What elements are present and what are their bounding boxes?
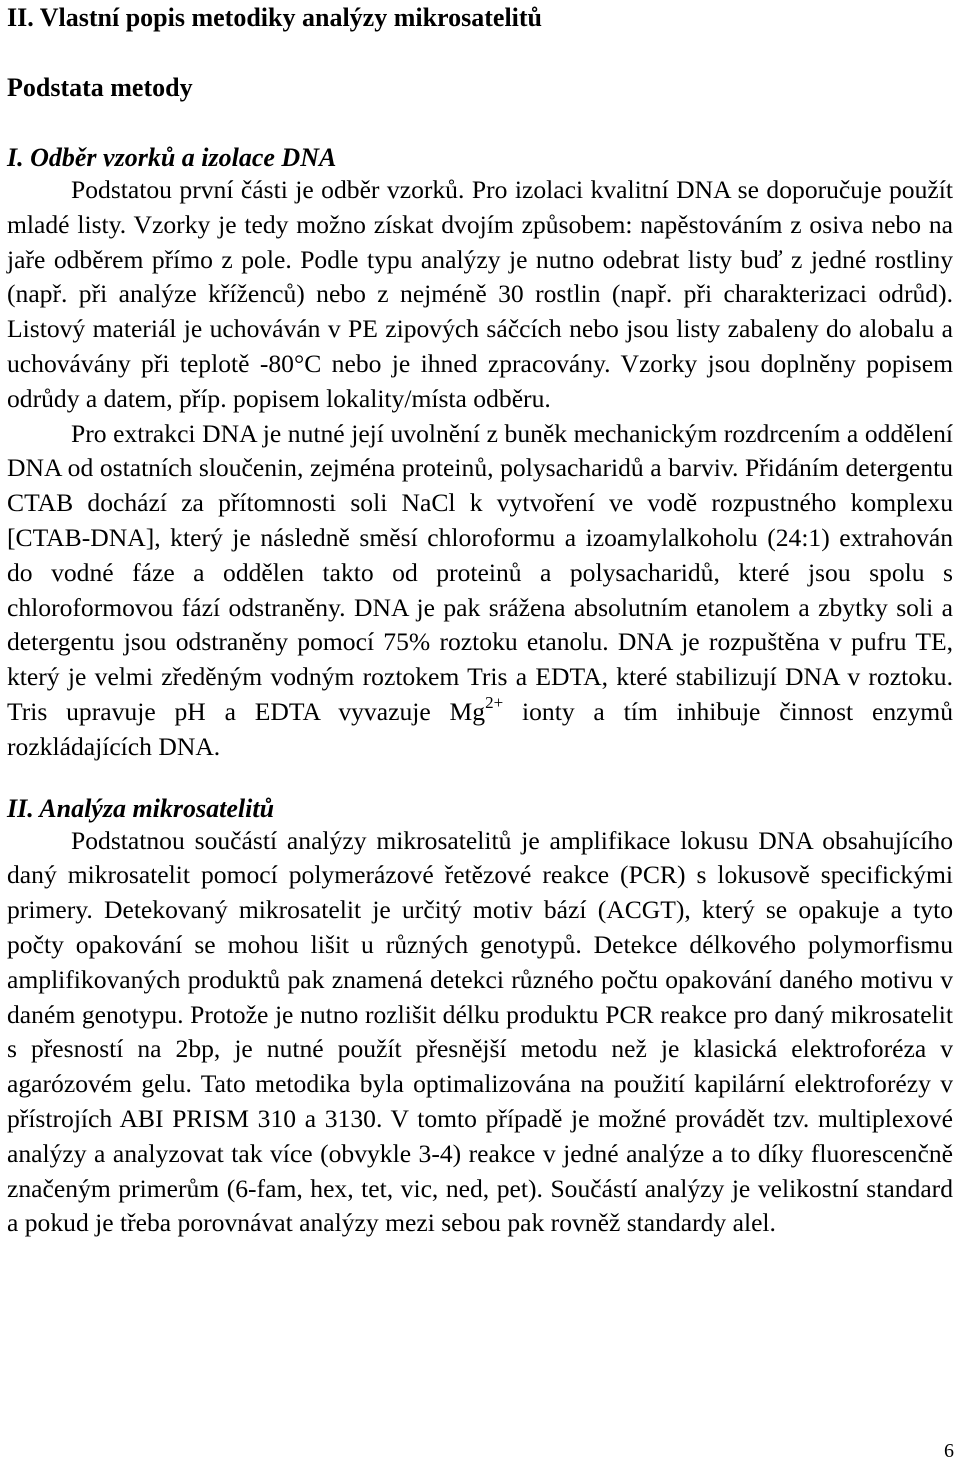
section-microsatellite-analysis	[7, 794, 953, 1242]
paragraph-2-text-end: ionty a tím inhibuje činnost enzymů rozkládajících DNA.	[7, 696, 953, 761]
section-sample-collection	[7, 143, 953, 765]
section-1-title: I. Odběr vzorků a izolace DNA	[7, 143, 337, 172]
main-heading: II. Vlastní popis metodiky analýzy mikrosatelitů	[7, 3, 543, 32]
superscript-charge: 2+	[485, 692, 504, 712]
paragraph-2-text: Pro extrakci DNA je nutné její uvolnění z buněk mechanickým rozdrcením a oddělení DNA od ostatních sloučenin, zejména proteinů, polysacharidů a barviv. Přidáním detergentu CTAB dochází za přítomnosti soli NaCl k vytvoření ve vodě rozpustného komplexu [CTAB-DNA], který je následně směsí chloroformu a izoamylalkoholu (24:1) extrahován do vodné fáze a oddělen takto od proteinů a polysacharidů, které jsou spolu s chloroformovou fází odstraněny. DNA je pak srážena absolutním etanolem a zbytky soli a detergentu jsou odstraněny pomocí 75% roztoku etanolu. DNA je rozpuštěna v pufru TE, který je velmi zředěným vodným roztokem Tris a EDTA, které stabilizují DNA v roztoku. Tris upravuje pH a EDTA vyvazuje Mg	[7, 418, 953, 726]
section-2-paragraph-1: Podstatnou součástí analýzy mikrosatelitů je amplifikace lokusu DNA obsahujícího daný mikrosatelit pomocí polymerázové řetězové reakce (PCR) s lokusově specifickými primery. Detekovaný mikrosatelit je určitý motiv bází (ACGT), který se opakuje a tyto počty opakování se mohou lišit u různých genotypů. Detekce délkového polymorfismu amplifikovaných produktů pak znamená detekci různého počtu opakování daného motivu v daném genotypu. Protože je nutno rozlišit délku produktu PCR reakce pro daný mikrosatelit s přesností na 2bp, je nutné použít přesnější metodu než je klasická elektroforéza v agarózovém gelu. Tato metodika byla optimalizována na použití kapilární elektroforézy v přístrojích ABI PRISM 310 a 3130. V tomto případě je možné provádět tzv. multiplexové analýzy a analyzovat tak více (obvykle 3-4) reakce v jedné analýze a to díky fluorescenčně značeným primerům (6-fam, hex, tet, vic, ned, pet). Součástí analýzy je velikostní standard a pokud je třeba porovnávat analýzy mezi sebou pak rovněž standardy alel.	[7, 825, 953, 1238]
page-number: 6	[944, 1440, 954, 1462]
section-1-paragraph-1: Podstatou první části je odběr vzorků. Pro izolaci kvalitní DNA se doporučuje použít mladé listy. Vzorky je tedy možno získat dvojím způsobem: napěstováním z osiva nebo na jaře odběrem přímo z pole. Podle typu analýzy je nutno odebrat listy buď z jedné rostliny (např. při analýze kříženců) nebo z nejméně 30 rostlin (např. při charakterizaci odrůd). Listový materiál je uchováván v PE zipových sáčcích nebo jsou listy zabaleny do alobalu a uchovávány při teplotě -80°C nebo je ihned zpracovány. Vzorky jsou doplněny popisem odrůdy a datem, příp. popisem lokality/místa odběru.	[7, 175, 953, 413]
section-1-paragraph-2	[7, 417, 953, 765]
document-page	[7, 0, 953, 1241]
subheading: Podstata metody	[7, 73, 193, 102]
section-2-title: II. Analýza mikrosatelitů	[7, 793, 275, 823]
